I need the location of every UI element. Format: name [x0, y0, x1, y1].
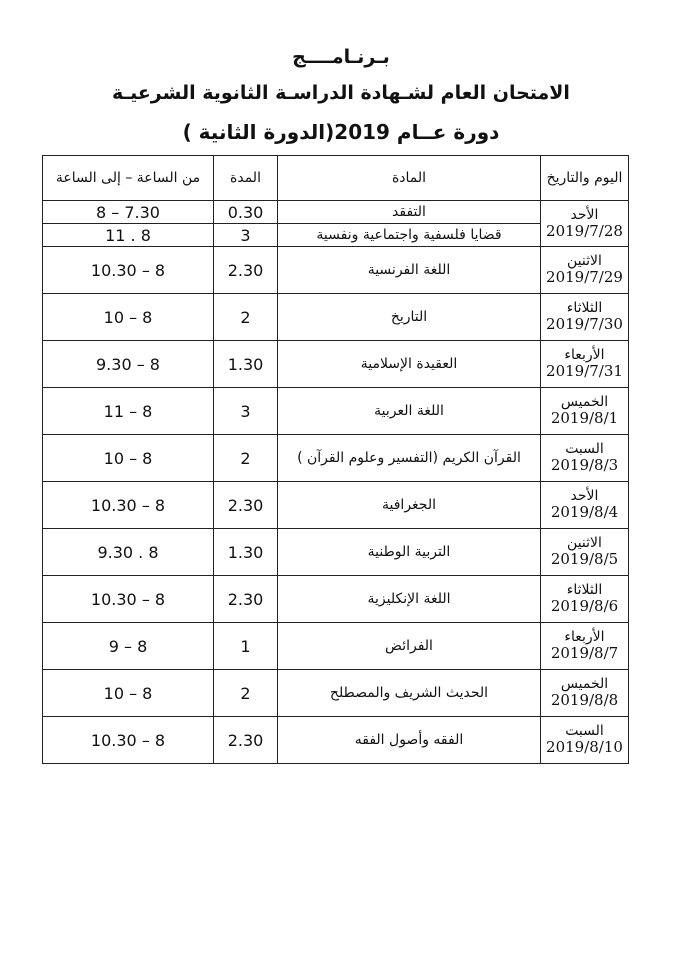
- duration-cell: 2.30: [214, 482, 278, 529]
- duration-cell: 2: [214, 294, 278, 341]
- table-row: [43, 576, 629, 623]
- day-name: الخميس: [560, 676, 609, 693]
- table-row: [43, 670, 629, 717]
- subject-cell: قضايا فلسفية واجتماعية ونفسية: [278, 224, 541, 247]
- subject-cell: الحديث الشريف والمصطلح: [278, 670, 541, 717]
- duration-cell: 1.30: [214, 341, 278, 388]
- duration-cell: 0.30: [214, 201, 278, 224]
- time-cell: 10 – 8: [43, 670, 214, 717]
- exam-date: 2019/8/10: [546, 738, 623, 757]
- day-date-cell: [541, 294, 629, 341]
- table-row: [43, 247, 629, 294]
- table-row: [43, 623, 629, 670]
- subject-cell: الفرائض: [278, 623, 541, 670]
- subject-cell: القرآن الكريم (التفسير وعلوم القرآن ): [278, 435, 541, 482]
- day-date-cell: [541, 670, 629, 717]
- exam-date: 2019/8/1: [550, 409, 619, 428]
- subject-cell: التفقد: [278, 201, 541, 224]
- day-name: الاثنين: [567, 253, 602, 270]
- table-row: [43, 201, 629, 224]
- duration-cell: 1.30: [214, 529, 278, 576]
- table-row: [43, 482, 629, 529]
- duration-cell: 2.30: [214, 717, 278, 764]
- exam-schedule-table: [42, 155, 629, 764]
- time-cell: 8 – 7.30: [43, 201, 214, 224]
- duration-cell: 3: [214, 224, 278, 247]
- day-date-cell: [541, 201, 629, 247]
- header-time: من الساعة – إلى الساعة: [43, 156, 214, 201]
- day-name: السبت: [565, 723, 604, 740]
- table-header-row: [43, 156, 629, 201]
- table-row: [43, 341, 629, 388]
- time-cell: 10.30 – 8: [43, 717, 214, 764]
- duration-cell: 2.30: [214, 247, 278, 294]
- day-date-cell: [541, 247, 629, 294]
- subject-cell: اللغة الإنكليزية: [278, 576, 541, 623]
- time-cell: 10.30 – 8: [43, 247, 214, 294]
- exam-date: 2019/8/3: [550, 456, 619, 475]
- day-name: الأربعاء: [564, 347, 605, 364]
- time-cell: 11 – 8: [43, 388, 214, 435]
- duration-cell: 2: [214, 435, 278, 482]
- day-date-cell: [541, 576, 629, 623]
- time-cell: 10.30 – 8: [43, 482, 214, 529]
- duration-cell: 3: [214, 388, 278, 435]
- duration-cell: 1: [214, 623, 278, 670]
- day-name: الثلاثاء: [566, 300, 603, 317]
- table-row: [43, 435, 629, 482]
- header-day-date: اليوم والتاريخ: [541, 156, 629, 201]
- day-name: الثلاثاء: [566, 582, 603, 599]
- time-cell: 9.30 . 8: [43, 529, 214, 576]
- table-row: [43, 388, 629, 435]
- subject-cell: اللغة الفرنسية: [278, 247, 541, 294]
- subject-cell: الجغرافية: [278, 482, 541, 529]
- subject-cell: اللغة العربية: [278, 388, 541, 435]
- duration-cell: 2: [214, 670, 278, 717]
- exam-date: 2019/7/30: [546, 315, 623, 334]
- duration-cell: 2.30: [214, 576, 278, 623]
- table-row: [43, 717, 629, 764]
- exam-date: 2019/8/7: [550, 644, 619, 663]
- subject-cell: العقيدة الإسلامية: [278, 341, 541, 388]
- subject-cell: التربية الوطنية: [278, 529, 541, 576]
- exam-name: الامتحان العام لشـهادة الدراسـة الثانوية الشرعيـة: [112, 82, 570, 104]
- session-title: دورة عــام 2019(الدورة الثانية ): [182, 120, 500, 144]
- time-cell: 10 – 8: [43, 294, 214, 341]
- day-date-cell: [541, 717, 629, 764]
- day-date-cell: [541, 529, 629, 576]
- day-date-cell: [541, 482, 629, 529]
- day-date-cell: [541, 623, 629, 670]
- time-cell: 9 – 8: [43, 623, 214, 670]
- day-date-cell: [541, 388, 629, 435]
- day-name: الأحد: [570, 488, 599, 505]
- subject-cell: التاريخ: [278, 294, 541, 341]
- day-date-cell: [541, 341, 629, 388]
- time-cell: 10.30 – 8: [43, 576, 214, 623]
- day-name: السبت: [565, 441, 604, 458]
- time-cell: 11 . 8: [43, 224, 214, 247]
- table-row: [43, 529, 629, 576]
- header-duration: المدة: [214, 156, 278, 201]
- exam-date: 2019/7/28: [546, 221, 623, 240]
- header-subject: المادة: [278, 156, 541, 201]
- day-name: الاثنين: [567, 535, 602, 552]
- day-name: الأربعاء: [564, 629, 605, 646]
- time-cell: 9.30 – 8: [43, 341, 214, 388]
- time-cell: 10 – 8: [43, 435, 214, 482]
- exam-date: 2019/8/8: [550, 691, 619, 710]
- table-row: [43, 294, 629, 341]
- exam-date: 2019/8/5: [550, 550, 619, 569]
- exam-date: 2019/7/31: [546, 362, 623, 381]
- subject-cell: الفقه وأصول الفقه: [278, 717, 541, 764]
- exam-date: 2019/7/29: [546, 268, 623, 287]
- day-name: الخميس: [560, 394, 609, 411]
- day-date-cell: [541, 435, 629, 482]
- day-name: الأحد: [570, 206, 599, 223]
- exam-date: 2019/8/4: [550, 503, 619, 522]
- exam-date: 2019/8/6: [550, 597, 619, 616]
- document-title: بـرنـامــــج: [292, 46, 390, 68]
